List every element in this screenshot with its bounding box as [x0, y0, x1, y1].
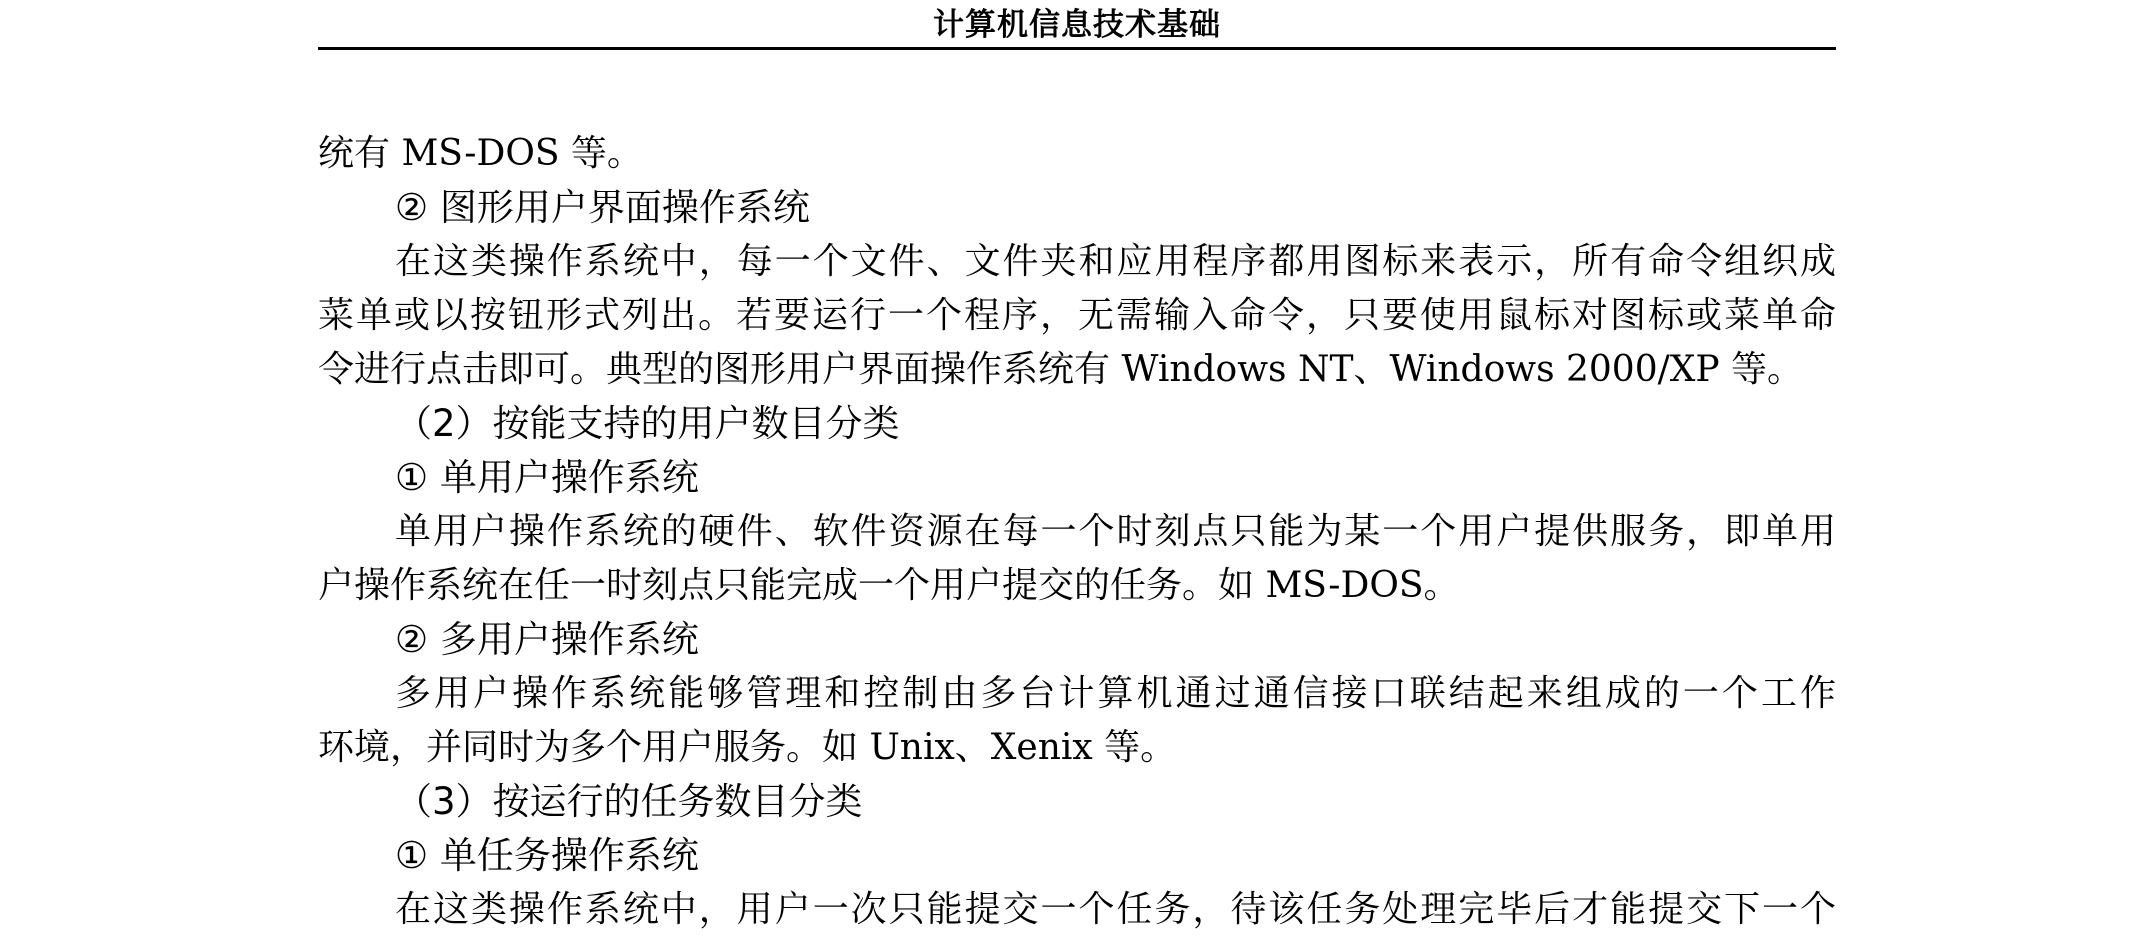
- paragraph-line: 多用户操作系统能够管理和控制由多台计算机通过通信接口联结起来组成的一个工作: [395, 673, 1836, 714]
- section-heading: （2）按能支持的用户数目分类: [395, 402, 900, 445]
- paragraph-line: 菜单或以按钮形式列出。若要运行一个程序，无需输入命令，只要使用鼠标对图标或菜单命: [318, 295, 1836, 336]
- paragraph-line: 户操作系统在任一时刻点只能完成一个用户提交的任务。如 MS-DOS。: [318, 565, 1460, 606]
- running-header: 计算机信息技术基础: [318, 0, 1836, 50]
- paragraph-line: 在这类操作系统中，用户一次只能提交一个任务，待该任务处理完毕后才能提交下一个: [395, 889, 1836, 930]
- subsection-heading: ① 单任务操作系统: [395, 834, 699, 877]
- paragraph-line: 在这类操作系统中，每一个文件、文件夹和应用程序都用图标来表示，所有命令组织成: [395, 241, 1836, 282]
- subsection-heading: ② 多用户操作系统: [395, 618, 699, 661]
- subsection-heading: ① 单用户操作系统: [395, 456, 699, 499]
- paragraph-line: 令进行点击即可。典型的图形用户界面操作系统有 Windows NT、Windows 2000/XP 等。: [318, 349, 1804, 390]
- paragraph-line: 单用户操作系统的硬件、软件资源在每一个时刻点只能为某一个用户提供服务，即单用: [395, 511, 1836, 552]
- paragraph-line: 环境，并同时为多个用户服务。如 Unix、Xenix 等。: [318, 727, 1177, 768]
- section-heading: （3）按运行的任务数目分类: [395, 780, 863, 823]
- paragraph-line: 统有 MS-DOS 等。: [318, 133, 643, 174]
- subsection-heading: ② 图形用户界面操作系统: [395, 186, 810, 229]
